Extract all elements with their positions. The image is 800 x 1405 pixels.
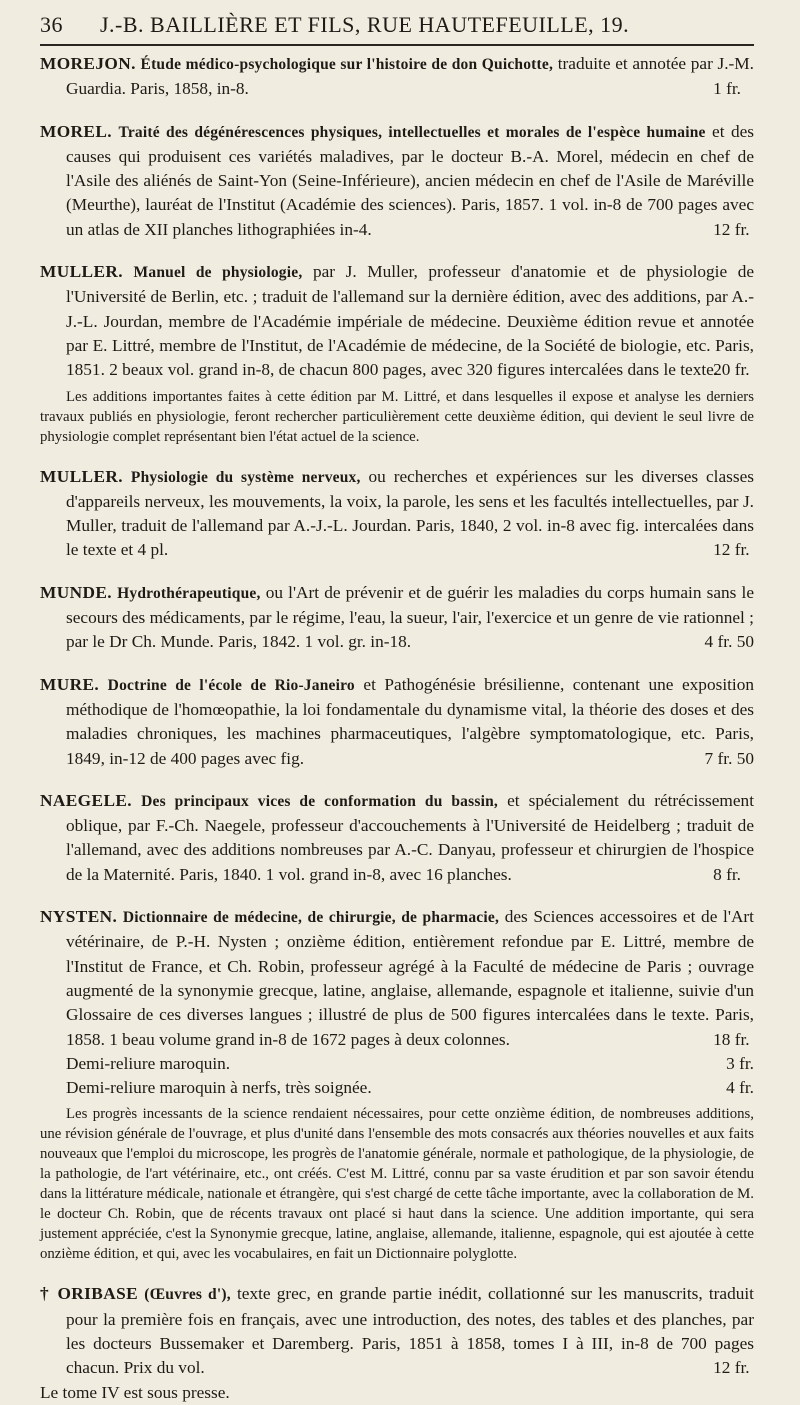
entry-note: Les progrès incessants de la science rendaient nécessaires, pour cette onzième édition, de nombreuses additions, une révision générale de l'ouvrage, et plus d'unité dans l'ensemble des mots consacrés aux théories nouvelles et aux faits nouveaux que l'emploi du microscope, les progrès de l'anatomie générale, normale et pathologique, de la physiologie, de la pathologie, de l'art vétérinaire, etc., ont créés. C'est M. Littré, connu par sa vaste érudition et par son savoir étendu dans la littérature médicale, nationale et étrangère, qui s'est chargé de cette tâche importante, avec la collaboration de M. le docteur Ch. Robin, que de récents travaux ont placé si haut dans la science. Une addition importante, qui sera justement appréciée, c'est la Synonymie grecque, latine, anglaise, allemande, italienne, espagnole, qui est ajoutée à cette onzième édition, et qui, avec les vocabulaires, en fait un Dictionnaire polyglotte. <box>40 1106 754 1263</box>
entry-price: 1 fr. <box>713 79 741 99</box>
entry-text: traduite et annotée par J.-M. Guardia. Paris, 1858, in-8. <box>66 54 754 99</box>
entry-text: des Sciences accessoires et de l'Art vétérinaire, de P.-H. Nysten ; onzième édition, entièrement refondue par E. Littré, membre de l'Institut de France, et Ch. Robin, professeur agrégé à la Faculté de médecine de Paris ; ouvrage augmenté de la synonymie grecque, latine, anglaise, allemande, espagnole et italienne, suivie d'un Glossaire de ces diverses langues ; illustré de plus de 500 figures intercalées dans le texte. Paris, 1858. 1 beau volume grand in-8 de 1672 pages à deux colonnes. <box>66 907 754 1049</box>
binding-option <box>40 1076 754 1100</box>
binding-option-price: 3 fr. <box>726 1053 754 1073</box>
header-rule <box>40 44 754 46</box>
entry-title: (Œuvres d'), <box>144 1286 231 1304</box>
entry-note: Les additions importantes faites à cette édition par M. Littré, et dans lesquelles il expose et analyse les derniers travaux publiés en physiologie, feront rechercher particulièrement cette deuxième édition, qui devient le seul livre de physiologie complet représentant bien l'état actuel de la science. <box>40 388 754 445</box>
entry-price: 20 fr. <box>713 360 750 380</box>
entry-author: MULLER. <box>40 466 123 486</box>
entry-muller-systeme-nerveux <box>40 465 754 563</box>
entry-author: MOREL. <box>40 121 113 141</box>
entry-muller-physiologie <box>40 260 754 446</box>
entry-tail: Le tome IV est sous presse. <box>40 1382 230 1402</box>
entry-title: Physiologie du système nerveux, <box>130 468 361 486</box>
entry-nysten <box>40 905 754 1264</box>
entry-title: Des principaux vices de conformation du bassin, <box>141 792 498 810</box>
entry-price: 12 fr. <box>713 219 750 239</box>
entry-text: ou recherches et expériences sur les diverses classes d'appareils nerveux, les mouvements, la voix, la parole, les sens et les facultés intellectuelles, par J. Muller, traduit de l'allemand par A.-J.-L. Jourdan. Paris, 1840, 2 vol. in-8 avec fig. intercalées dans le texte et 4 pl. <box>66 466 754 560</box>
entry-morel <box>40 120 754 242</box>
entry-author: MUNDE. <box>40 582 112 602</box>
entry-title: Doctrine de l'école de Rio-Janeiro <box>107 676 355 694</box>
entry-text: et Pathogénésie brésilienne, contenant une exposition méthodique de l'homœopathie, la loi fondamentale du dynamisme vital, la théorie des doses et des maladies chroniques, les machines pharmaceutiques, l'algèbre symptomatologique, etc. Paris, 1849, in-12 de 400 pages avec fig. <box>66 674 755 768</box>
entry-author: MURE. <box>40 674 100 694</box>
entry-price: 4 fr. 50 <box>704 632 754 652</box>
binding-option <box>40 1052 754 1076</box>
entry-price: 8 fr. <box>713 864 741 884</box>
running-title: J.-B. BAILLIÈRE ET FILS, RUE HAUTEFEUILLE, 19. <box>100 12 630 37</box>
entry-author: † ORIBASE <box>40 1284 139 1304</box>
entry-text: ou l'Art de prévenir et de guérir les maladies du corps humain sans le secours des médicaments, par le régime, l'eau, la sueur, l'air, l'exercice et un genre de vie rationnel ; par le Dr Ch. Munde. Paris, 1842. 1 vol. gr. in-18. <box>66 582 754 652</box>
entry-text: et des causes qui produisent ces variétés maladives, par le docteur B.-A. Morel, médecin en chef de l'Asile des aliénés de Saint-Yon (Seine-Inférieure), ancien médecin en chef de l'Asile de Maréville (Meurthe), lauréat de l'Institut (Académie des sciences). Paris, 1857. 1 vol. in-8 de 700 pages avec un atlas de XII planches lithographiées in-4. <box>66 121 754 239</box>
entry-author: NYSTEN. <box>40 907 118 927</box>
entry-title: Hydrothérapeutique, <box>117 584 261 602</box>
entry-price: 7 fr. 50 <box>704 748 754 768</box>
entry-title: Étude médico-psychologique sur l'histoire de don Quichotte, <box>140 56 554 73</box>
page-header <box>40 12 754 42</box>
entry-text: et spécialement du rétrécissement oblique, par F.-Ch. Naegele, professeur d'accouchements à l'Université de Heidelberg ; traduit de l'allemand, avec des additions nombreuses par A.-C. Danyau, professeur et chirurgien de l'hospice de la Maternité. Paris, 1840. 1 vol. grand in-8, avec 16 planches. <box>66 790 754 884</box>
entry-author: MULLER. <box>40 262 123 282</box>
entry-price: 18 fr. <box>713 1029 750 1049</box>
binding-option-price: 4 fr. <box>726 1078 754 1098</box>
entry-title: Traité des dégénérescences physiques, intellectuelles et morales de l'espèce humaine <box>118 123 706 141</box>
entry-oribase <box>40 1282 754 1404</box>
entry-title: Dictionnaire de médecine, de chirurgie, de pharmacie, <box>122 909 500 927</box>
entry-price: 12 fr. <box>713 540 750 560</box>
entry-price: 12 fr. <box>713 1358 750 1378</box>
entry-text: par J. Muller, professeur d'anatomie et de physiologie de l'Université de Berlin, etc. ; traduit de l'allemand sur la dernière édition, avec des additions, par A.-J.-L. Jourdan, membre de l'Académie impériale de médecine. Deuxième édition revue et annotée par E. Littré, membre de l'Institut, de l'Académie de médecine, de la Société de biologie, etc. Paris, 1851. 2 beaux vol. grand in-8, de chacun 800 pages, avec 320 figures intercalées dans le texte. <box>66 262 754 380</box>
binding-option-text: Demi-reliure maroquin à nerfs, très soignée. <box>66 1078 372 1098</box>
entry-munde <box>40 581 754 655</box>
entry-author: MOREJON. <box>40 54 136 73</box>
entry-morejon <box>40 52 754 102</box>
entry-naegele <box>40 789 754 887</box>
page-number: 36 <box>40 12 63 37</box>
entry-text: texte grec, en grande partie inédit, collationné sur les manuscrits, traduit pour la première fois en français, avec une introduction, des notes, des tables et des planches, par les docteurs Bussemaker et Daremberg. Paris, 1851 à 1858, tomes I à III, in-8 de 700 pages chacun. Prix du vol. <box>66 1284 754 1378</box>
binding-option-text: Demi-reliure maroquin. <box>66 1053 231 1073</box>
entry-title: Manuel de physiologie, <box>133 264 303 282</box>
entry-mure <box>40 673 754 771</box>
entry-author: NAEGELE. <box>40 790 133 810</box>
